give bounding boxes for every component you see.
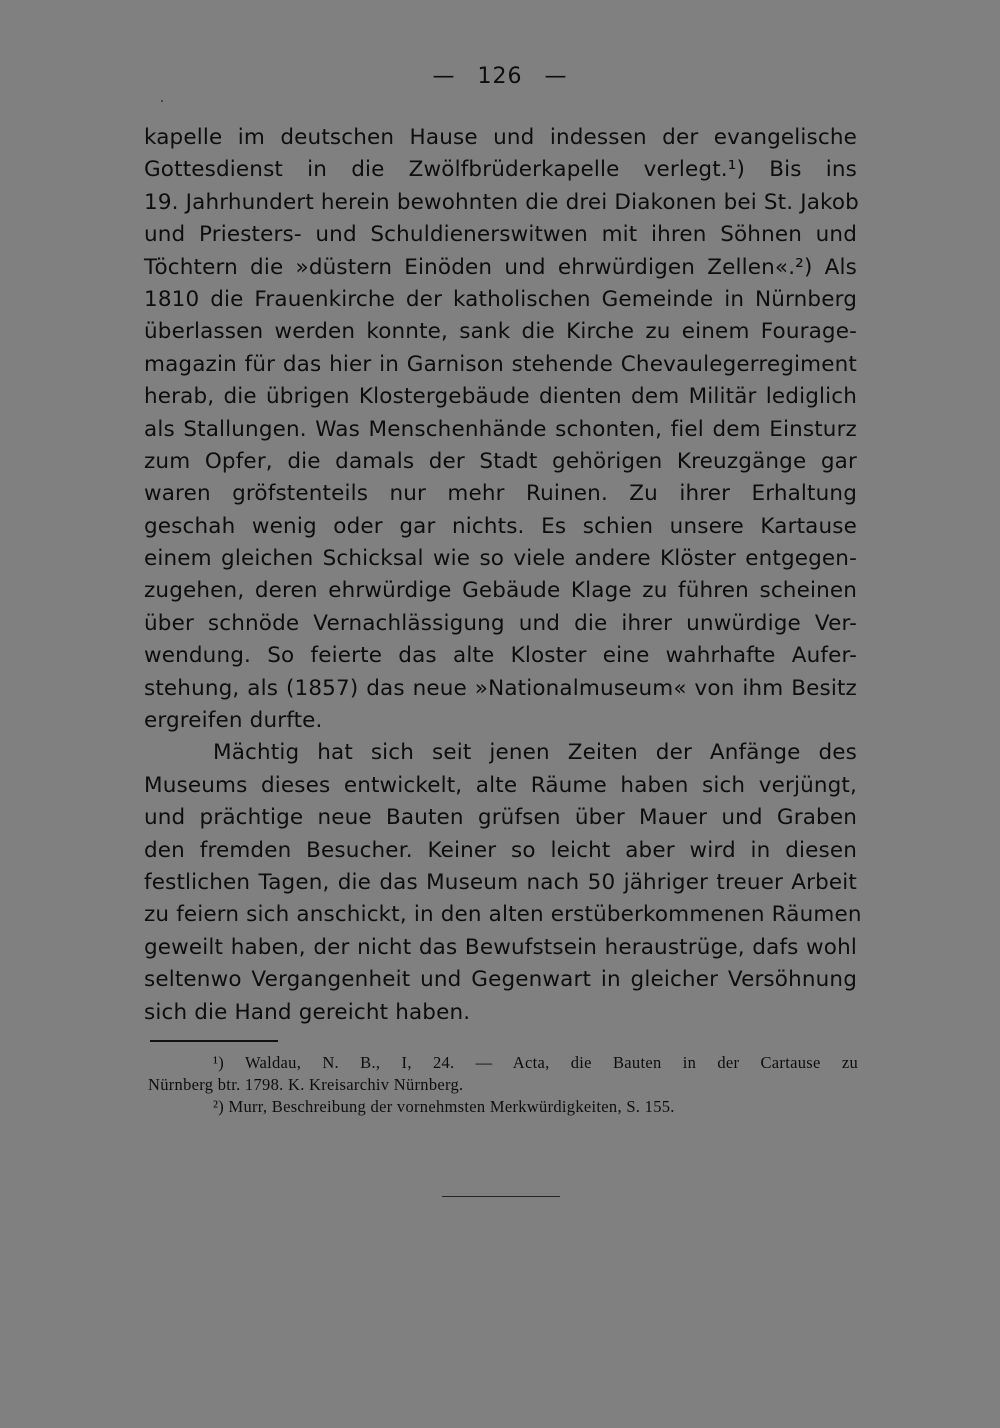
text-line: Gottesdienst in die Zwölfbrüderkapelle verlegt.¹) Bis ins <box>144 157 857 183</box>
text-line: zugehen, deren ehrwürdige Gebäude Klage zu führen scheinen <box>144 578 857 604</box>
page-number: — 126 — <box>432 64 568 89</box>
text-line: und prächtige neue Bauten grüfsen über Mauer und Graben <box>144 805 857 831</box>
footnotes <box>148 1052 858 1118</box>
text-line: überlassen werden konnte, sank die Kirche zu einem Fourage- <box>144 319 857 345</box>
text-line: über schnöde Vernachlässigung und die ihrer unwürdige Ver- <box>144 610 857 636</box>
text-line: festlichen Tagen, die das Museum nach 50 jähriger treuer Arbeit <box>144 869 857 895</box>
text-line: zu feiern sich anschickt, in den alten erstüberkommenen Räumen <box>144 902 862 928</box>
text-line: Museums dieses entwickelt, alte Räume haben sich verjüngt, <box>144 772 857 798</box>
paragraph-end-line: sich die Hand gereicht haben. <box>144 999 471 1025</box>
footnote-2-line: ²) Murr, Beschreibung der vornehmsten Merkwürdigkeiten, S. 155. <box>213 1097 675 1116</box>
body-text <box>144 122 862 1029</box>
text-line: den fremden Besucher. Keiner so leicht aber wird in diesen <box>144 837 857 863</box>
text-line: 1810 die Frauenkirche der katholischen Gemeinde in Nürnberg <box>144 286 857 312</box>
text-line: als Stallungen. Was Menschenhände schonten, fiel dem Einsturz <box>144 416 857 442</box>
text-line: seltenwo Vergangenheit und Gegenwart in gleicher Versöhnung <box>144 967 857 993</box>
footnote-1-line: ¹) Waldau, N. B., I, 24. — Acta, die Bauten in der Cartause zu <box>213 1053 858 1072</box>
text-line: geschah wenig oder gar nichts. Es schien unsere Kartause <box>144 513 857 539</box>
text-line: 19. Jahrhundert herein bewohnten die drei Diakonen bei St. Jakob <box>144 189 859 215</box>
text-line: wendung. So feierte das alte Kloster eine wahrhafte Aufer- <box>144 643 857 669</box>
text-line: herab, die übrigen Klostergebäude dienten dem Militär lediglich <box>144 384 857 410</box>
text-line: stehung, als (1857) das neue »Nationalmuseum« von ihm Besitz <box>144 675 857 701</box>
text-line: Töchtern die »düstern Einöden und ehrwürdigen Zellen«.²) Als <box>144 254 857 280</box>
end-divider <box>442 1196 560 1197</box>
scan-speck <box>161 100 163 102</box>
paragraph-start-line: Mächtig hat sich seit jenen Zeiten der Anfänge des <box>213 740 857 766</box>
text-line: waren gröfstenteils nur mehr Ruinen. Zu ihrer Erhaltung <box>144 481 857 507</box>
text-line: magazin für das hier in Garnison stehende Chevaulegerregiment <box>144 351 857 377</box>
text-line: geweilt haben, der nicht das Bewufstsein heraustrüge, dafs wohl <box>144 934 857 960</box>
paragraph-end-line: ergreifen durfte. <box>144 708 323 734</box>
text-line: und Priesters- und Schuldienerswitwen mit ihren Söhnen und <box>144 222 857 248</box>
footnote-divider <box>150 1040 278 1042</box>
text-line: kapelle im deutschen Hause und indessen der evangelische <box>144 125 857 150</box>
text-line: zum Opfer, die damals der Stadt gehörigen Kreuzgänge gar <box>144 448 857 474</box>
text-line: einem gleichen Schicksal wie so viele andere Klöster entgegen- <box>144 546 857 572</box>
footnote-1-continuation: Nürnberg btr. 1798. K. Kreisarchiv Nürnberg. <box>148 1075 464 1094</box>
